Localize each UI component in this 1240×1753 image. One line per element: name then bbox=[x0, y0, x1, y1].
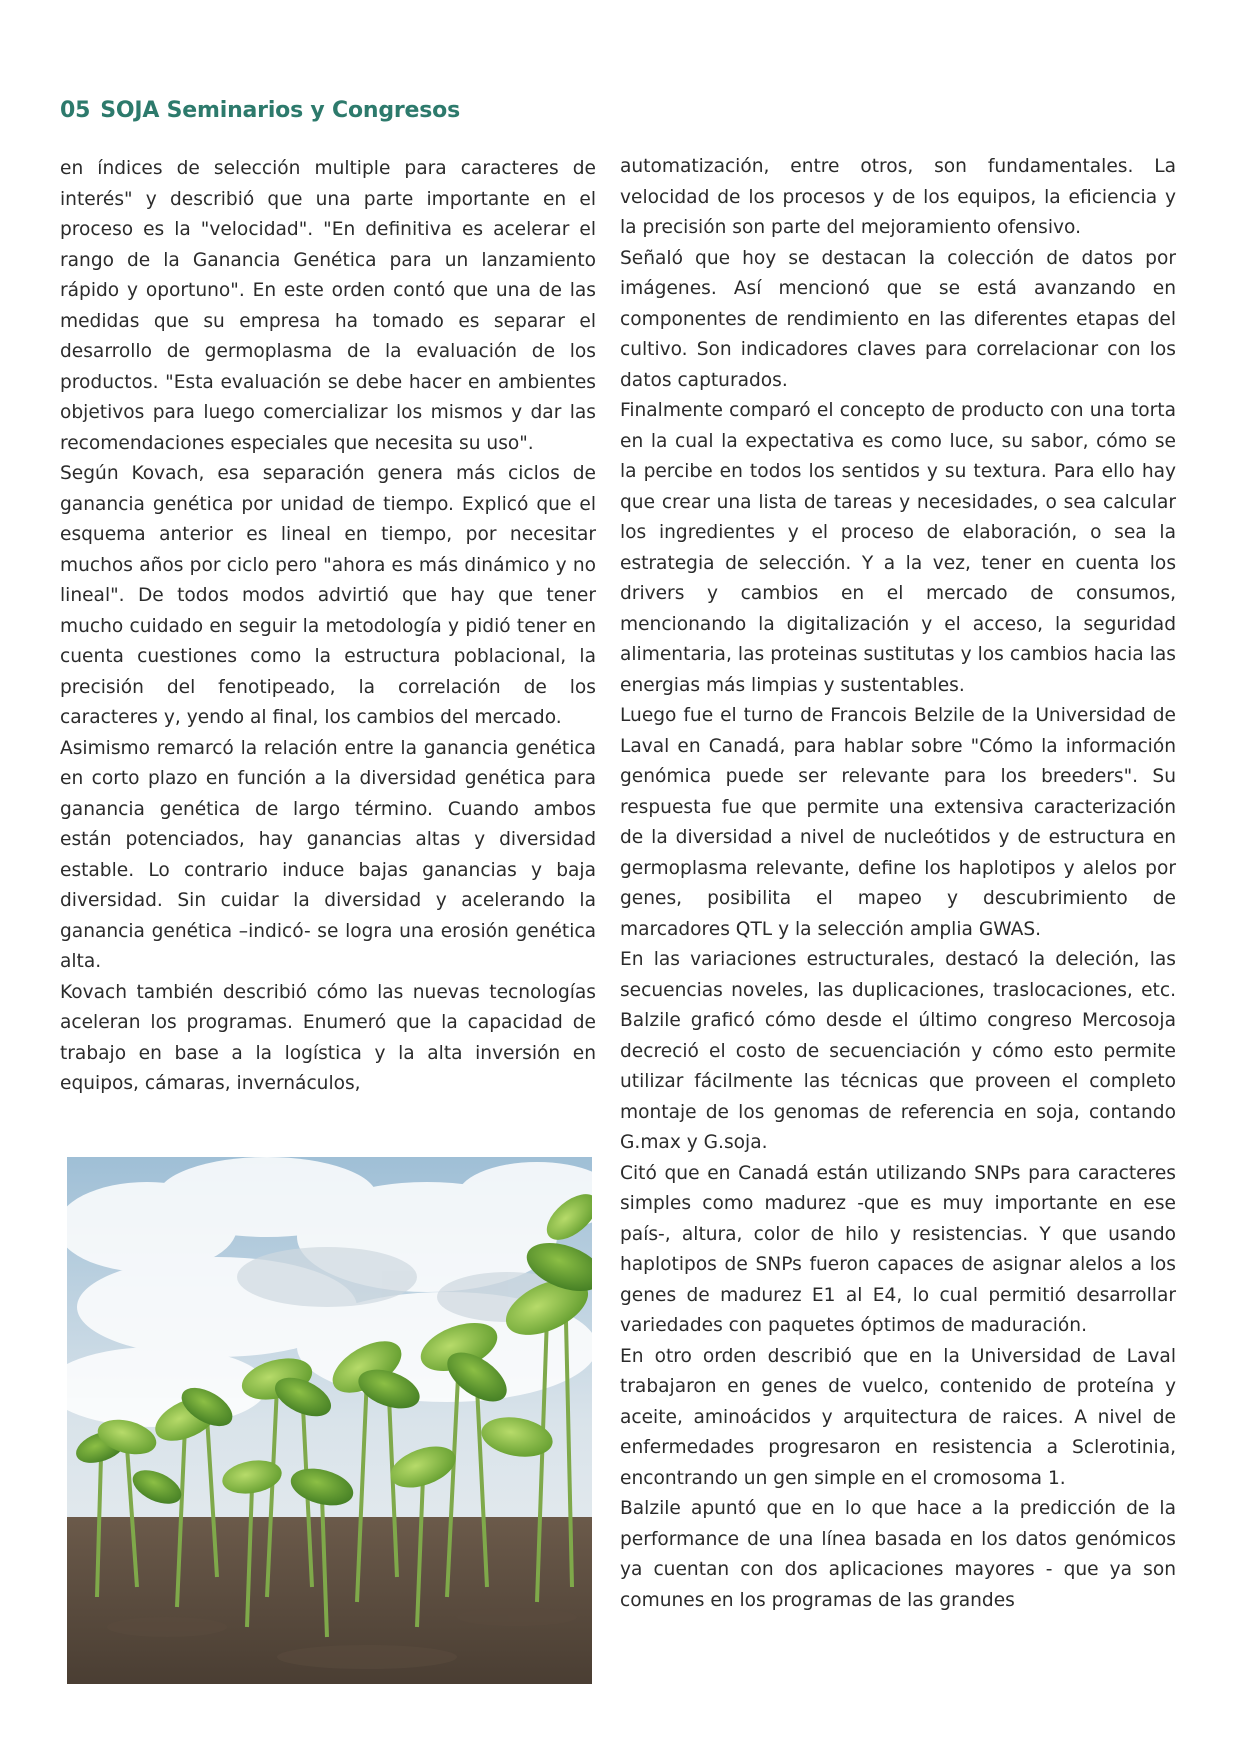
text-column-right bbox=[620, 152, 1176, 1616]
paragraph: en índices de selección multiple para caracteres de interés" y describió que una parte importante en el proceso es la "velocidad". "En definitiva es acelerar el rango de la Ganancia Genética para un lanzamiento rápido y oportuno". En este orden contó que una de las medidas que su empresa ha tomado es separar el desarrollo de germoplasma de la evaluación de los productos. "Esta evaluación se debe hacer en ambientes objetivos para luego comercializar los mismos y dar las recomendaciones especiales que necesita su uso". bbox=[60, 158, 596, 454]
paragraph: Luego fue el turno de Francois Belzile de la Universidad de Laval en Canadá, para hablar sobre "Cómo la información genómica puede ser relevante para los breeders". Su respuesta fue que permite una extensiva caracterización de la diversidad a nivel de nucleótidos y de estructura en germoplasma relevante, define los haplotipos y alelos por genes, posibilita el mapeo y descubrimiento de marcadores QTL y la selección amplia GWAS. bbox=[620, 705, 1176, 940]
text-column-left bbox=[60, 154, 596, 1100]
paragraph: Según Kovach, esa separación genera más ciclos de ganancia genética por unidad de tiempo. Explicó que el esquema anterior es lineal en tiempo, por necesitar muchos años por ciclo pero "ahora es más dinámico y no lineal". De todos modos advirtió que hay que tener mucho cuidado en seguir la metodología y pidió tener en cuenta cuestiones como la estructura poblacional, la precisión del fenotipeado, la correlación de los caracteres y, yendo al final, los cambios del mercado. bbox=[60, 463, 596, 728]
paragraph: En las variaciones estructurales, destacó la deleción, las secuencias noveles, las duplicaciones, traslocaciones, etc. Balzile graficó cómo desde el último congreso Mercosoja decreció el costo de secuenciación y cómo esto permite utilizar fácilmente las técnicas que proveen el completo montaje de los genomas de referencia en soja, contando G.max y G.soja. bbox=[620, 949, 1176, 1153]
paragraph: Kovach también describió cómo las nuevas tecnologías aceleran los programas. Enumeró que la capacidad de trabajo en base a la logística y la alta inversión en equipos, cámaras, invernáculos, bbox=[60, 981, 596, 1094]
section-header bbox=[60, 98, 460, 123]
section-number: 05 bbox=[60, 98, 91, 123]
paragraph: automatización, entre otros, son fundamentales. La velocidad de los procesos y de los equipos, la eficiencia y la precisión son parte del mejoramiento ofensivo. bbox=[620, 156, 1176, 238]
paragraph: Asimismo remarcó la relación entre la ganancia genética en corto plazo en función a la diversidad genética para ganancia genética de largo término. Cuando ambos están potenciados, hay ganancias altas y diversidad estable. Lo contrario induce bajas ganancias y baja diversidad. Sin cuidar la diversidad y acelerando la ganancia genética –indicó- se logra una erosión genética alta. bbox=[60, 737, 596, 972]
paragraph: Balzile apuntó que en lo que hace a la predicción de la performance de una línea basada en los datos genómicos ya cuentan con dos aplicaciones mayores - que ya son comunes en los programas de las grandes bbox=[620, 1498, 1176, 1611]
paragraph: En otro orden describió que en la Universidad de Laval trabajaron en genes de vuelco, contenido de proteína y aceite, aminoácidos y arquitectura de raices. A nivel de enfermedades progresaron en resistencia a Sclerotinia, encontrando un gen simple en el cromosoma 1. bbox=[620, 1345, 1176, 1489]
paragraph: Citó que en Canadá están utilizando SNPs para caracteres simples como madurez -que es muy importante en ese país-, altura, color de hilo y resistencias. Y que usando haplotipos de SNPs fueron capaces de asignar alelos a los genes de madurez E1 al E4, lo cual permitió desarrollar variedades con paquetes óptimos de maduración. bbox=[620, 1162, 1176, 1336]
soybean-field-photo bbox=[67, 1157, 592, 1684]
paragraph: Finalmente comparó el concepto de producto con una torta en la cual la expectativa es como luce, su sabor, cómo se la percibe en todos los sentidos y su textura. Para ello hay que crear una lista de tareas y necesidades, o sea calcular los ingredientes y el proceso de elaboración, o sea la estrategia de selección. Y a la vez, tener en cuenta los drivers y cambios en el mercado de consumos, mencionando la digitalización y el acceso, la seguridad alimentaria, las proteinas sustitutas y los cambios hacia las energias más limpias y sustentables. bbox=[620, 400, 1176, 696]
section-title: SOJA Seminarios y Congresos bbox=[100, 98, 460, 123]
paragraph: Señaló que hoy se destacan la colección de datos por imágenes. Así mencionó que se está avanzando en componentes de rendimiento en las diferentes etapas del cultivo. Son indicadores claves para correlacionar con los datos capturados. bbox=[620, 247, 1176, 391]
